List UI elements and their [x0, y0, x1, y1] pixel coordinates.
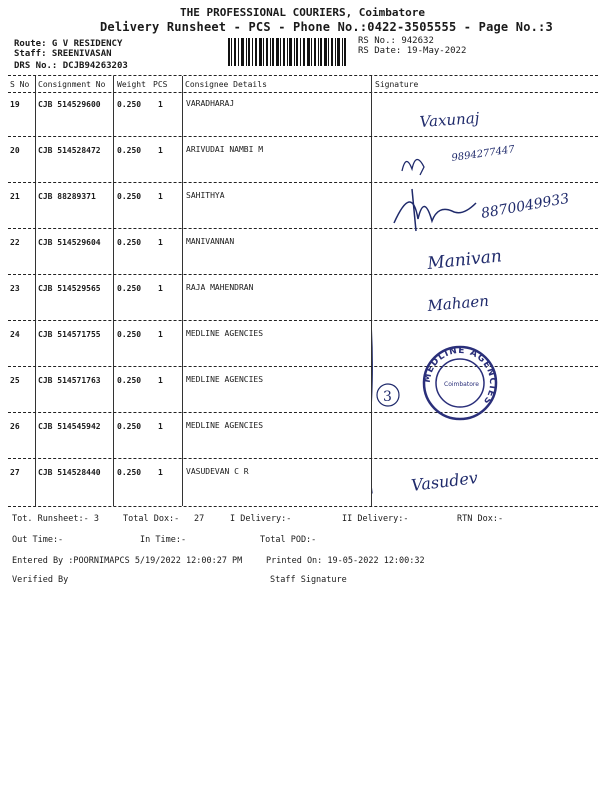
row-consignment: CJB 514529604: [38, 238, 101, 247]
row-sno: 23: [10, 284, 20, 293]
row-sno: 19: [10, 100, 20, 109]
row-consignment: CJB 88289371: [38, 192, 96, 201]
col-divider: [182, 76, 183, 506]
out-time: Out Time:-: [12, 535, 64, 545]
row-weight: 0.250: [117, 284, 142, 293]
rs-date: RS Date: 19-May-2022: [358, 46, 467, 56]
row-consignee: VARADHARAJ: [186, 99, 235, 108]
row-sno: 27: [10, 468, 20, 477]
table-top-rule: [8, 75, 598, 76]
row-weight: 0.250: [117, 468, 142, 477]
row-consignee: MEDLINE AGENCIES: [186, 329, 264, 338]
printed-on: Printed On: 19-05-2022 12:00:32: [266, 556, 425, 566]
row-pcs: 1: [158, 284, 163, 293]
rtn-dox: RTN Dox:-: [457, 514, 504, 524]
staff-label: Staff: SREENIVASAN: [14, 49, 112, 59]
row-sno: 25: [10, 376, 20, 385]
row-pcs: 1: [158, 330, 163, 339]
verified-by: Verified By: [12, 575, 69, 585]
row-sno: 22: [10, 238, 20, 247]
row-weight: 0.250: [117, 146, 142, 155]
row-consignee: SAHITHYA: [186, 191, 225, 200]
company-stamp: [423, 346, 497, 419]
in-time: In Time:-: [140, 535, 187, 545]
total-pod: Total POD:-: [260, 535, 317, 545]
col-header-signature: Signature: [375, 80, 419, 89]
circled-number: 3: [383, 389, 392, 405]
row-weight: 0.250: [117, 422, 142, 431]
row-consignee: RAJA MAHENDRAN: [186, 283, 254, 292]
row-consignment: CJB 514528472: [38, 146, 101, 155]
col-header-consignment: Consignment No: [38, 80, 106, 89]
signature-area: [372, 93, 600, 507]
row-pcs: 1: [158, 238, 163, 247]
row-weight: 0.250: [117, 376, 142, 385]
row-consignee: MEDLINE AGENCIES: [186, 421, 264, 430]
row-pcs: 1: [158, 468, 163, 477]
row-pcs: 1: [158, 422, 163, 431]
staff-signature: Staff Signature: [270, 575, 347, 585]
row-weight: 0.250: [117, 238, 142, 247]
signature-row22: Manivan: [426, 246, 503, 274]
barcode: [228, 38, 346, 66]
ii-delivery: II Delivery:-: [342, 514, 409, 524]
signature-row27: Vasudev: [410, 467, 479, 495]
row-consignment: CJB 514529600: [38, 100, 101, 109]
signature-row19: Vaxunaj: [419, 108, 480, 131]
row-pcs: 1: [158, 146, 163, 155]
drs-number: DRS No.: DCJB94263203: [14, 61, 128, 71]
col-divider: [113, 76, 114, 506]
phone-row20: 9894277447: [450, 144, 516, 164]
col-divider: [35, 76, 36, 506]
row-consignment: CJB 514545942: [38, 422, 101, 431]
signature-row23: Mahaen: [426, 291, 490, 315]
svg-text:MEDLINE AGENCIES: MEDLINE AGENCIES: [422, 345, 498, 407]
row-consignee: VASUDEVAN C R: [186, 467, 249, 476]
row-sno: 26: [10, 422, 20, 431]
phone-row21: 8870049933: [479, 190, 571, 222]
row-consignment: CJB 514571755: [38, 330, 101, 339]
row-sno: 20: [10, 146, 20, 155]
row-consignment: CJB 514571763: [38, 376, 101, 385]
company-name: THE PROFESSIONAL COURIERS, Coimbatore: [180, 6, 426, 19]
col-header-consignee: Consignee Details: [185, 80, 267, 89]
i-delivery: I Delivery:-: [230, 514, 292, 524]
row-pcs: 1: [158, 376, 163, 385]
row-consignment: CJB 514529565: [38, 284, 101, 293]
row-pcs: 1: [158, 192, 163, 201]
total-dox-value: 27: [194, 514, 205, 524]
col-header-sno: S No: [10, 80, 30, 89]
rs-number: RS No.: 942632: [358, 36, 434, 46]
signature-scribble: [394, 202, 476, 223]
row-weight: 0.250: [117, 330, 142, 339]
row-weight: 0.250: [117, 100, 142, 109]
stamp-city: Coimbatore: [444, 381, 479, 388]
row-consignee: ARIVUDAI NAMBI M: [186, 145, 264, 154]
row-consignee: MANIVANNAN: [186, 237, 235, 246]
row-sno: 21: [10, 192, 20, 201]
row-consignment: CJB 514528440: [38, 468, 101, 477]
tot-runsheet: Tot. Runsheet:- 3: [12, 514, 99, 524]
row-consignee: MEDLINE AGENCIES: [186, 375, 264, 384]
document-title: Delivery Runsheet - PCS - Phone No.:0422-3505555 - Page No.:3: [100, 20, 553, 34]
total-dox-label: Total Dox:-: [123, 514, 180, 524]
signature-scribble: [402, 159, 424, 175]
entered-by: Entered By :POORNIMAPCS 5/19/2022 12:00:27 PM: [12, 556, 243, 566]
row-weight: 0.250: [117, 192, 142, 201]
col-header-weight: Weight: [117, 80, 146, 89]
col-header-pcs: PCS: [153, 80, 168, 89]
row-sno: 24: [10, 330, 20, 339]
row-pcs: 1: [158, 100, 163, 109]
route-label: Route: G V RESIDENCY: [14, 39, 123, 49]
